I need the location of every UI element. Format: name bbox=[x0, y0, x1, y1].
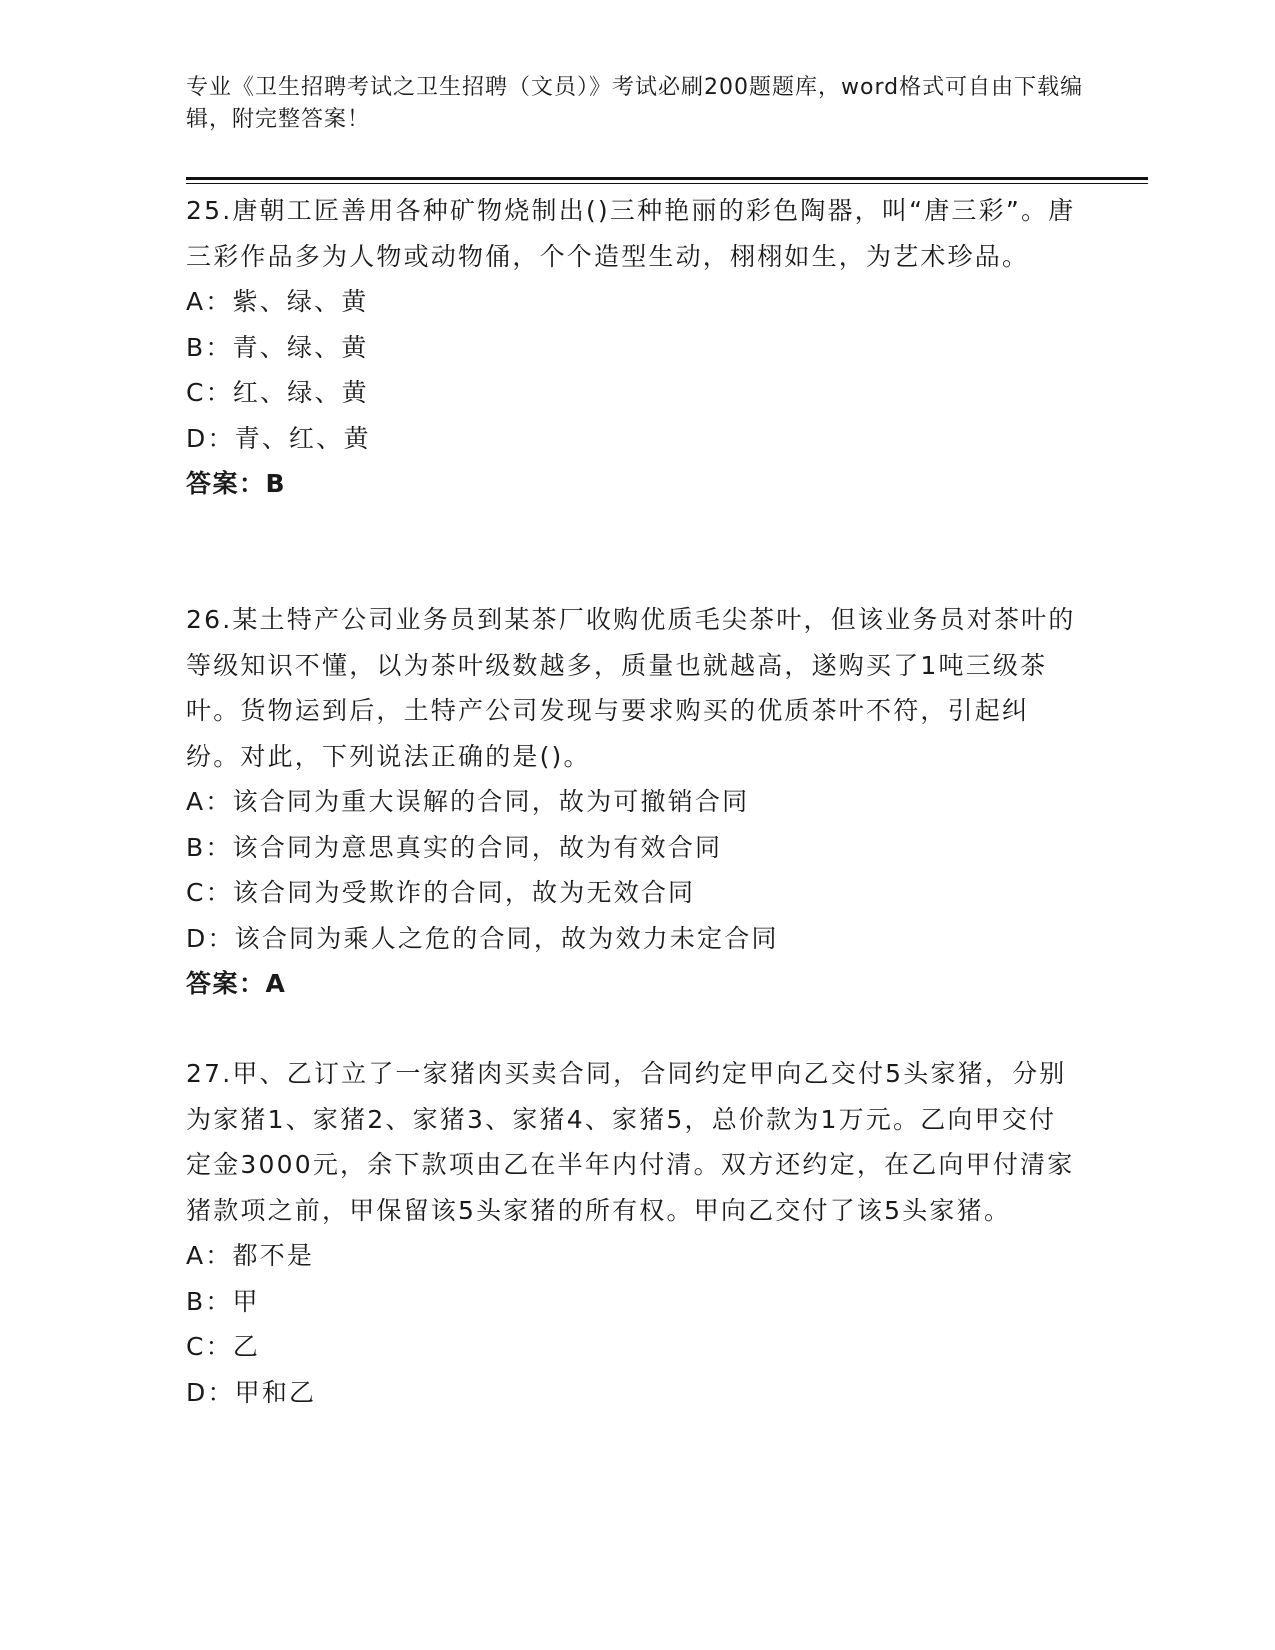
option-d: D：甲和乙 bbox=[186, 1377, 317, 1407]
option-b: B：该合同为意思真实的合同，故为有效合同 bbox=[186, 832, 723, 862]
question-stem: 25.唐朝工匠善用各种矿物烧制出()三种艳丽的彩色陶器，叫“唐三彩”。唐三彩作品多为人物或动物俑，个个造型生动，栩栩如生，为艺术珍品。 bbox=[186, 196, 1076, 271]
option-c: C：该合同为受欺诈的合同，故为无效合同 bbox=[186, 878, 696, 907]
option-c: C：红、绿、黄 bbox=[186, 378, 369, 407]
question-26 bbox=[186, 597, 1076, 1007]
header-divider-thick bbox=[186, 177, 1148, 180]
option-a: A：该合同为重大误解的合同，故为可撤销合同 bbox=[186, 787, 750, 816]
answer-label: 答案：B bbox=[186, 469, 287, 498]
option-b: B：青、绿、黄 bbox=[186, 332, 369, 362]
option-a: A：紫、绿、黄 bbox=[186, 287, 369, 316]
option-d: D：该合同为乘人之危的合同，故为效力未定合同 bbox=[186, 923, 779, 953]
answer-label: 答案：A bbox=[186, 969, 287, 998]
question-stem: 27.甲、乙订立了一家猪肉买卖合同，合同约定甲向乙交付5头家猪，分别为家猪1、家猪2、家猪3、家猪4、家猪5，总价款为1万元。乙向甲交付定金3000元，余下款项由乙在半年内付清。双方还约定，在乙向甲付清家猪款项之前，甲保留该5头家猪的所有权。甲向乙交付了该5头家猪。 bbox=[186, 1059, 1075, 1225]
option-c: C：乙 bbox=[186, 1332, 261, 1361]
option-d: D：青、红、黄 bbox=[186, 423, 371, 453]
header-divider-thin bbox=[186, 183, 1148, 184]
document-header-note: 专业《卫生招聘考试之卫生招聘（文员）》考试必刷200题题库，word格式可自由下载编辑，附完整答案！ bbox=[186, 75, 1084, 132]
question-stem: 26.某土特产公司业务员到某茶厂收购优质毛尖茶叶，但该业务员对茶叶的等级知识不懂，以为茶叶级数越多，质量也就越高，遂购买了1吨三级茶叶。货物运到后，土特产公司发现与要求购买的优质茶叶不符，引起纠纷。对此，下列说法正确的是()。 bbox=[186, 605, 1076, 771]
option-a: A：都不是 bbox=[186, 1241, 315, 1270]
option-b: B：甲 bbox=[186, 1286, 260, 1316]
question-27 bbox=[186, 1051, 1076, 1415]
question-25 bbox=[186, 188, 1076, 507]
